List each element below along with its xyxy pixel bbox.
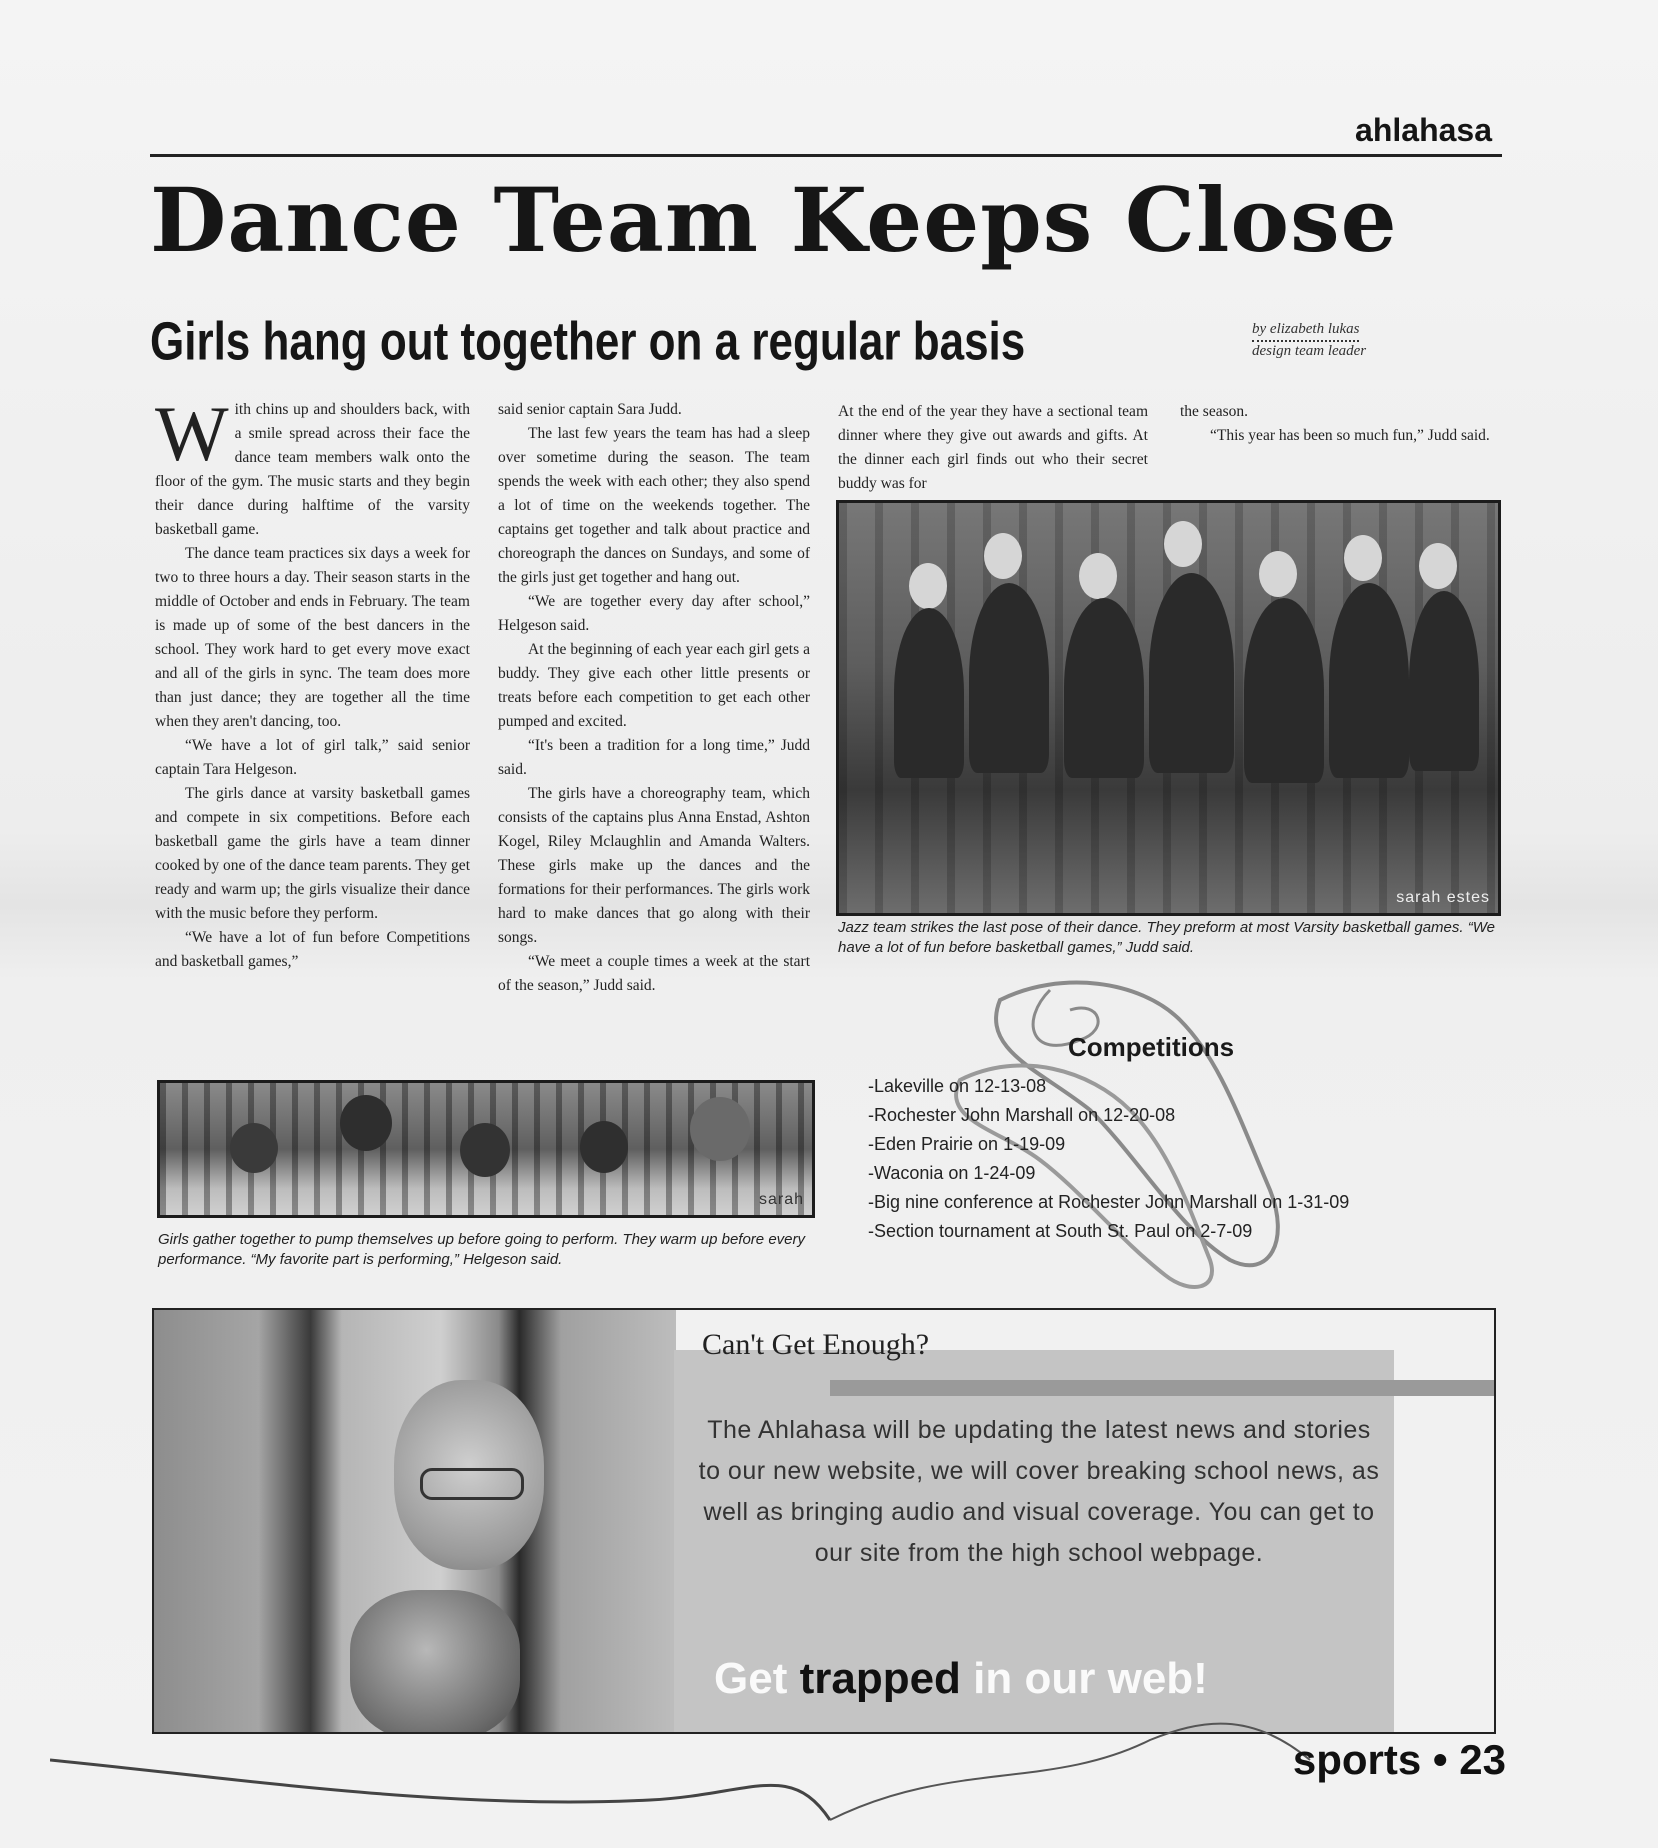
list-item: -Section tournament at South St. Paul on 2-7-09	[868, 1221, 1253, 1241]
article-column-2	[498, 398, 810, 998]
dancer-head	[1419, 543, 1457, 589]
dancer-head	[984, 533, 1022, 579]
article-column-4	[1180, 400, 1495, 448]
headline: Dance Team Keeps Close	[150, 168, 1398, 272]
girl-head	[690, 1097, 750, 1161]
dancer-head	[1079, 553, 1117, 599]
page-folio	[1293, 1736, 1506, 1784]
drop-cap: W	[155, 390, 229, 477]
subheadline: Girls hang out together on a regular basis	[150, 312, 1026, 372]
promo-title: Can't Get Enough?	[702, 1328, 930, 1361]
warm-up-photo	[157, 1080, 815, 1218]
promo-bar	[830, 1380, 1494, 1396]
folio-separator: •	[1432, 1736, 1448, 1783]
article-paragraph: “We have a lot of fun before Competitions and basketball games,”	[155, 929, 470, 970]
promo-body: The Ahlahasa will be updating the latest news and stories to our new website, we will cover breaking school news, as well as bringing audio and visual coverage. You can get to our site from the high school webpage.	[698, 1416, 1380, 1567]
dancer-head	[909, 563, 947, 609]
header-rule	[150, 154, 1502, 157]
dancer-figure	[1409, 591, 1479, 771]
photo-credit: sarah estes	[1396, 889, 1490, 906]
dancer-head	[1259, 551, 1297, 597]
girl-head	[460, 1123, 510, 1177]
article-paragraph: “We are together every day after school,” Helgeson said.	[498, 593, 810, 634]
dancer-figure	[1244, 598, 1324, 783]
section-name: sports	[1292, 1736, 1422, 1783]
article-column-3	[838, 400, 1148, 496]
article-paragraph: The last few years the team has had a sleep over sometime during the season. The team spends the week with each other; they also spend a lot of time on the weekends together. The captains get together and talk about practice and choreograph the dances on Sundays, and some of the girls just get together and hang out.	[498, 425, 810, 586]
byline-role: design team leader	[1252, 343, 1367, 359]
article-paragraph: “This year has been so much fun,” Judd said.	[1210, 427, 1490, 444]
promo-slogan: Get trapped in our web!	[714, 1654, 1208, 1703]
dancer-figure	[969, 583, 1049, 773]
dance-team-photo	[836, 500, 1501, 916]
page-number: 23	[1459, 1736, 1506, 1783]
dancer-head	[1344, 535, 1382, 581]
article-column-1	[155, 390, 470, 974]
article-paragraph: With chins up and shoulders back, with a smile spread across their face the dance team members walk onto the floor of the gym. The music starts and they begin their dance during halftime of the varsity basketball game.	[155, 390, 470, 538]
photo-caption: Girls gather together to pump themselves up before going to perform. They warm up before every performance. “My favorite part is performing,” Helgeson said.	[158, 1231, 805, 1268]
article-paragraph: The girls have a choreography team, which consists of the captains plus Anna Enstad, Ashton Kogel, Riley Mclaughlin and Amanda Walters. These girls make up the dances and the formations for their performances. The girls work hard to make dances that go along with their songs.	[498, 785, 810, 946]
article-paragraph: The dance team practices six days a week for two to three hours a day. Their season starts in the middle of October and ends in February. The team is made up of some of the best dancers in the school. They work hard to get every move exact and all of the girls in sync. The team does more than just dance; they are together all the time when they aren't dancing, too.	[155, 545, 470, 730]
girl-head	[340, 1095, 392, 1151]
article-paragraph: the season.	[1180, 403, 1249, 420]
photo-caption: Jazz team strikes the last pose of their dance. They preform at most Varsity basketball games. “We have a lot of fun before basketball games,” Judd said.	[838, 919, 1495, 956]
byline-author: by elizabeth lukas	[1252, 320, 1359, 342]
article-paragraph: At the beginning of each year each girl gets a buddy. They give each other little presents or treats before each competition to get each other pumped and excited.	[498, 641, 810, 730]
girl-head	[580, 1121, 628, 1173]
list-item: -Eden Prairie on 1-19-09	[868, 1134, 1066, 1154]
dancer-figure	[894, 608, 964, 778]
list-item: -Big nine conference at Rochester John Marshall on 1-31-09	[868, 1192, 1350, 1212]
article-paragraph: “It's been a tradition for a long time,” Judd said.	[498, 737, 810, 778]
competitions-title: Competitions	[1068, 1032, 1235, 1062]
promo-photo	[154, 1310, 676, 1732]
glasses	[420, 1468, 524, 1500]
girl-head	[230, 1123, 278, 1173]
article-paragraph: The girls dance at varsity basketball games and compete in six competitions. Before each basketball game the girls have a team dinner cooked by one of the dance team parents. They get ready and warm up; the girls visualize their dance with the music before they perform.	[155, 785, 470, 922]
list-item: -Rochester John Marshall on 12-20-08	[868, 1105, 1176, 1125]
article-paragraph: At the end of the year they have a sectional team dinner where they give out awards and gifts. At the dinner each girl finds out who their secret buddy was for	[838, 403, 1148, 492]
website-promo-box	[152, 1308, 1496, 1734]
byline	[1252, 320, 1366, 361]
dancer-figure	[1064, 598, 1144, 778]
article-paragraph: said senior captain Sara Judd.	[498, 401, 682, 418]
article-paragraph: “We meet a couple times a week at the start of the season,” Judd said.	[498, 953, 810, 994]
publication-name: ahlahasa	[1355, 112, 1492, 148]
dancer-figure	[1329, 583, 1409, 778]
list-item: -Waconia on 1-24-09	[868, 1163, 1036, 1183]
list-item: -Lakeville on 12-13-08	[868, 1076, 1047, 1096]
dancer-figure	[1149, 573, 1234, 773]
article-paragraph: “We have a lot of girl talk,” said senior captain Tara Helgeson.	[155, 737, 470, 778]
dancer-head	[1164, 521, 1202, 567]
slogan-highlight: trapped	[799, 1654, 961, 1703]
photo-credit: sarah	[758, 1191, 804, 1208]
